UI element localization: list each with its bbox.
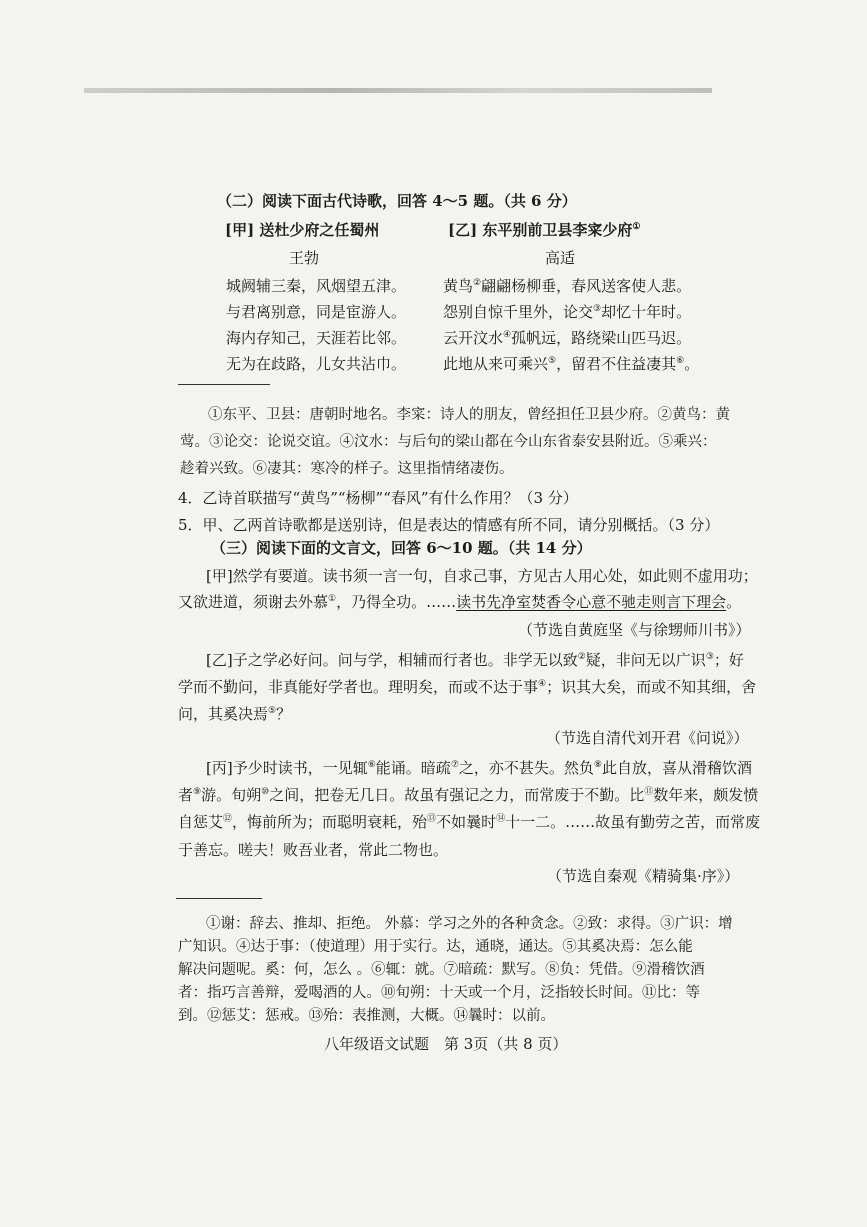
poem-note-line: 趁着兴致。⑥凄其：寒冷的样子。这里指情绪凄伤。 xyxy=(180,461,514,477)
passage-yi-line: [乙]子之学必好问。问与学，相辅而行者也。非学无以致②疑，非问无以广识③；好 xyxy=(206,651,744,669)
passage-bing-line: 自惩艾⑫，悔前所为；而聪明衰耗，殆⑬不如曩时⑭十一二。……故虽有勤劳之苦，而常废 xyxy=(178,813,761,831)
passage-jia-line: 又欲进道，须谢去外慕①，乃得全功。……读书先净室焚香令心意不驰走则言下理会。 xyxy=(178,593,742,611)
poem-b-author: 高适 xyxy=(545,249,576,267)
poem-note-line: 莺。③论交：论说交谊。④汶水：与后句的梁山都在今山东省泰安县附近。⑤乘兴： xyxy=(180,434,717,450)
notes-divider xyxy=(176,898,262,899)
text-note-line: 广知识。④达于事：（使道理）用于实行。达，通晓，通达。⑤其奚决焉：怎么能 xyxy=(178,939,693,955)
source-bing: （节选自秦观《精骑集·序》） xyxy=(547,867,740,885)
passage-bing-line: 于善忘。嗟夫！败吾业者，常此二物也。 xyxy=(178,841,449,859)
poem-b-line: 此地从来可乘兴⑤，留君不住益凄其⑥。 xyxy=(443,355,700,373)
poem-a-title: [甲] 送杜少府之任蜀州 xyxy=(225,221,380,239)
poem-b-line: 云开汶水④孤帆远，路绕梁山匹马迟。 xyxy=(443,329,692,347)
notes-divider xyxy=(178,384,270,385)
scan-top-rule xyxy=(84,88,712,93)
question-5: 5．甲、乙两首诗歌都是送别诗，但是表达的情感有所不同，请分别概括。（3 分） xyxy=(178,516,720,534)
text-note-line: 者：指巧言善辩，爱喝酒的人。⑩旬朔：十天或一个月，泛指较长时间。⑪比：等 xyxy=(178,985,700,1001)
poem-a-author: 王勃 xyxy=(289,249,320,267)
poem-b-title: [乙] 东平别前卫县李寀少府① xyxy=(448,221,641,239)
poem-a-line: 海内存知己，天涯若比邻。 xyxy=(226,329,407,347)
underlined-sentence: 读书先净室焚香令心意不驰走则言下理会 xyxy=(456,593,727,611)
poem-b-line: 黄鸟②翩翩杨柳垂，春风送客使人悲。 xyxy=(443,277,692,295)
passage-yi-line: 学而不勤问，非真能好学者也。理明矣，而或不达于事④；识其大矣，而或不知其细，舍 xyxy=(178,678,757,696)
source-yi: （节选自清代刘开君《问说》） xyxy=(546,729,749,747)
poem-note-line: ①东平、卫县：唐朝时地名。李寀：诗人的朋友，曾经担任卫县少府。②黄鸟：黄 xyxy=(208,407,730,423)
passage-jia-line: [甲]然学有要道。读书须一言一句，自求己事，方见古人用心处，如此则不虚用功； xyxy=(206,567,758,585)
passage-yi-line: 问，其奚决焉⑤？ xyxy=(178,705,292,723)
poem-b-line: 怨别自惊千里外，论交③却忆十年时。 xyxy=(443,303,692,321)
section2-heading: （二）阅读下面古代诗歌，回答 4～5 题。（共 6 分） xyxy=(217,192,577,210)
poem-a-line: 无为在歧路，儿女共沾巾。 xyxy=(226,355,407,373)
poem-a-line: 与君离别意，同是宦游人。 xyxy=(226,303,407,321)
text-note-line: 解决问题呢。奚：何，怎么 。⑥辄：就。⑦暗疏：默写。⑧负：凭借。⑨滑稽饮酒 xyxy=(178,962,705,978)
text-note-line: ①谢：辞去、推却、拒绝。 外慕：学习之外的各种贪念。②致：求得。③广识：增 xyxy=(206,916,733,932)
passage-bing-line: [丙]予少时读书，一见辄⑥能诵。暗疏⑦之，亦不甚失。然负⑧此自放，喜从滑稽饮酒 xyxy=(206,759,752,777)
poem-a-line: 城阙辅三秦，风烟望五津。 xyxy=(226,277,407,295)
question-4: 4．乙诗首联描写“黄鸟”“杨柳”“春风”有什么作用？（3 分） xyxy=(178,489,578,507)
passage-bing-line: 者⑨游。旬朔⑩之间，把卷无几日。故虽有强记之力，而常废于不勤。比⑪数年来，颇发愤 xyxy=(178,786,759,804)
page-footer: 八年级语文试题 第 3页（共 8 页） xyxy=(324,1035,568,1053)
text-note-line: 到。⑫惩艾：惩戒。⑬殆：表推测，大概。⑭曩时：以前。 xyxy=(178,1008,555,1024)
source-jia: （节选自黄庭坚《与徐甥师川书》） xyxy=(518,621,751,639)
section3-heading: （三）阅读下面的文言文，回答 6～10 题。（共 14 分） xyxy=(211,539,592,557)
